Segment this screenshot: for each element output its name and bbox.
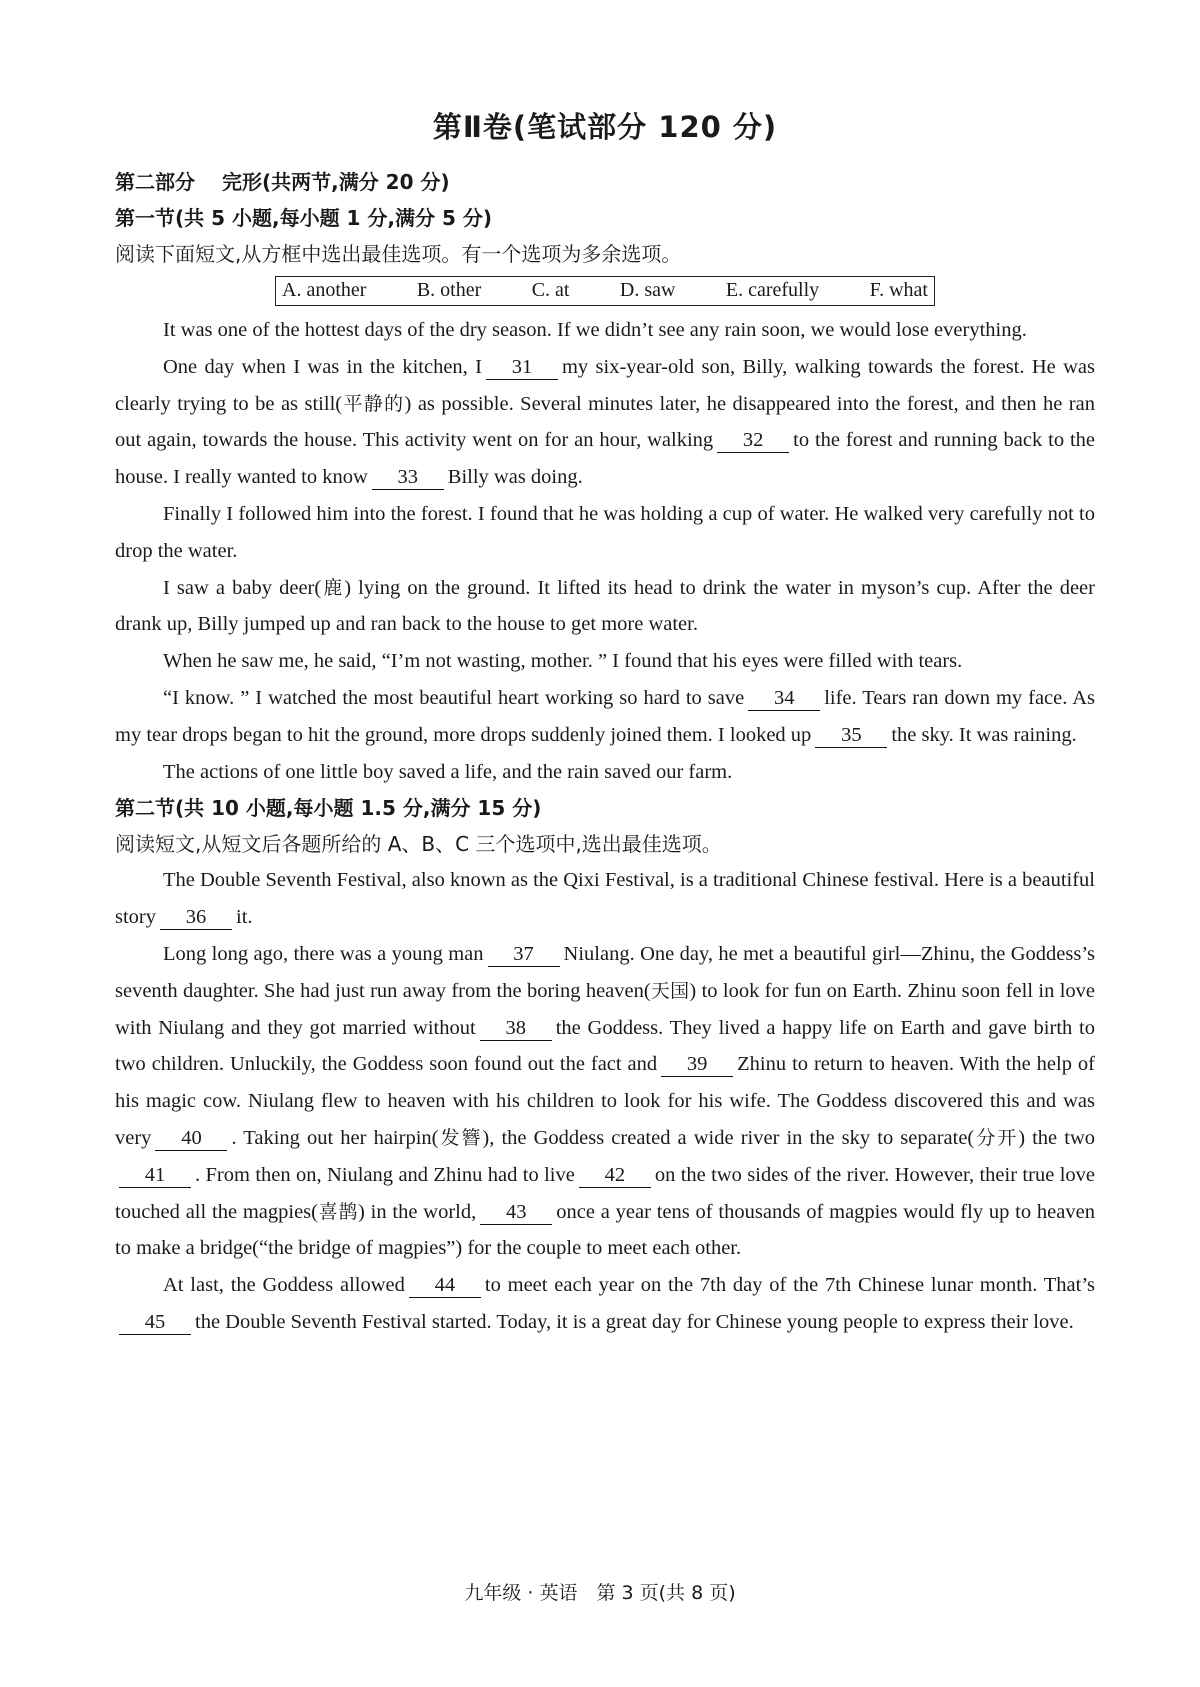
text: I saw a baby deer( [163, 576, 322, 599]
text: Long long ago, there was a young man [163, 942, 484, 965]
section1-heading: 第一节(共 5 小题,每小题 1 分,满分 5 分) [115, 206, 493, 230]
blank-43: 43 [480, 1200, 552, 1225]
option-d: D. saw [619, 279, 676, 301]
options-box [275, 276, 935, 306]
chinese-gloss: 喜鹊 [318, 1200, 359, 1223]
s1-paragraph-1: It was one of the hottest days of the dry season. If we didn’t see any rain soon, we would lose everything. [163, 319, 1027, 341]
text: At last, the Goddess allowed [163, 1274, 405, 1297]
option-e: E. carefully [725, 279, 820, 301]
text: ) to look for fun on Earth. Zhinu soon fell in love with Niulang and they got married without [115, 979, 1095, 1039]
s1-paragraph-6 [115, 680, 1095, 754]
text: One day when I was in the kitchen, I [163, 355, 482, 378]
text: on the two sides of the river. However, their true love touched all the magpies( [115, 1163, 1095, 1223]
s1-paragraph-4 [115, 570, 1095, 644]
text: ) in the world, [358, 1200, 477, 1223]
blank-42: 42 [579, 1163, 651, 1188]
text: . From then on, Niulang and Zhinu had to live [195, 1163, 575, 1186]
section2-instruction: 阅读短文,从短文后各题所给的 A、B、C 三个选项中,选出最佳选项。 [115, 832, 722, 857]
option-c: C. at [531, 279, 570, 301]
s1-paragraph-7: The actions of one little boy saved a life, and the rain saved our farm. [163, 760, 733, 783]
text: life. Tears ran down my face. As my tear drops began to hit the ground, more drops suddenly joined them. I looked up [115, 686, 1095, 746]
chinese-gloss: 天国 [650, 979, 690, 1002]
text: to the forest and running back to the house. I really wanted to know [115, 429, 1095, 489]
blank-34: 34 [748, 686, 820, 711]
chinese-gloss: 发簪 [438, 1126, 483, 1149]
text: . Taking out her hairpin( [231, 1126, 439, 1149]
text: “I know. ” I watched the most beautiful heart working so hard to save [163, 686, 745, 709]
text: Billy was doing. [447, 466, 583, 489]
chinese-gloss: 平静的 [342, 392, 405, 415]
blank-37: 37 [488, 942, 560, 967]
text: Niulang. One day, he met a beautiful girl—Zhinu, the Goddess’s seventh daughter. She had just run away from the boring heaven( [115, 942, 1096, 1002]
part2-heading: 第二部分 完形(共两节,满分 20 分) [115, 170, 450, 194]
chinese-gloss: 鹿 [321, 576, 345, 599]
blank-44: 44 [409, 1273, 481, 1298]
text: The Double Seventh Festival, also known as the Qixi Festival, is a traditional Chinese festival. Here is a beautiful story [115, 869, 1095, 929]
page-footer: 九年级 · 英语 第 3 页(共 8 页) [464, 1582, 736, 1604]
text: it. [236, 906, 253, 929]
text: once a year tens of thousands of magpies would fly up to heaven to make a bridge(“the bridge of magpies”) for the couple to meet each other. [115, 1200, 1095, 1260]
exam-page [115, 105, 1095, 1341]
text: my six-year-old son, Billy, walking towards the forest. He was clearly trying to be as still( [115, 355, 1095, 415]
blank-38: 38 [480, 1016, 552, 1041]
section2-heading: 第二节(共 10 小题,每小题 1.5 分,满分 15 分) [115, 796, 542, 821]
text: the Double Seventh Festival started. Today, it is a great day for Chinese young people to express their love. [195, 1310, 1074, 1333]
chinese-gloss: 分开 [974, 1126, 1019, 1149]
option-f: F. what [869, 279, 928, 301]
blank-40: 40 [155, 1126, 227, 1151]
blank-39: 39 [661, 1052, 733, 1077]
option-a: A. another [282, 279, 367, 301]
option-b: B. other [416, 279, 482, 301]
s2-paragraph-2 [115, 936, 1095, 1267]
text: ) the two [1018, 1126, 1095, 1149]
s2-paragraph-3 [115, 1267, 1095, 1341]
text: ) as possible. Several minutes later, he disappeared into the forest, and then he ran out again, towards the house. This activity went on for an hour, walking [115, 392, 1095, 452]
text: the sky. It was raining. [891, 723, 1077, 746]
blank-35: 35 [815, 723, 887, 748]
blank-31: 31 [486, 355, 558, 380]
blank-32: 32 [717, 428, 789, 453]
blank-45: 45 [119, 1310, 191, 1335]
s1-paragraph-3: Finally I followed him into the forest. I found that he was holding a cup of water. He walked very carefully not to drop the water. [115, 502, 1095, 562]
text: to meet each year on the 7th day of the 7th Chinese lunar month. That’s [484, 1274, 1096, 1297]
blank-36: 36 [160, 905, 232, 930]
text: ), the Goddess created a wide river in the sky to separate( [482, 1126, 975, 1149]
page-title: 第Ⅱ卷(笔试部分 120 分) [432, 110, 778, 144]
text: the Goddess. They lived a happy life on Earth and gave birth to two children. Unluckily, the Goddess soon found out the fact and [115, 1016, 1096, 1076]
section1-instruction: 阅读下面短文,从方框中选出最佳选项。有一个选项为多余选项。 [115, 242, 682, 266]
text: ) lying on the ground. It lifted its head to drink the water in myson’s cup. After the deer drank up, Billy jumped up and ran back to the house to get more water. [115, 576, 1095, 636]
s2-paragraph-1 [115, 862, 1095, 936]
blank-33: 33 [372, 465, 444, 490]
s1-paragraph-2 [115, 349, 1095, 496]
text: Zhinu to return to heaven. With the help of his magic cow. Niulang flew to heaven with his children to look for his wife. The Goddess discovered this and was very [115, 1053, 1095, 1149]
s1-paragraph-5: When he saw me, he said, “I’m not wasting, mother. ” I found that his eyes were filled with tears. [163, 650, 963, 673]
blank-41: 41 [119, 1163, 191, 1188]
